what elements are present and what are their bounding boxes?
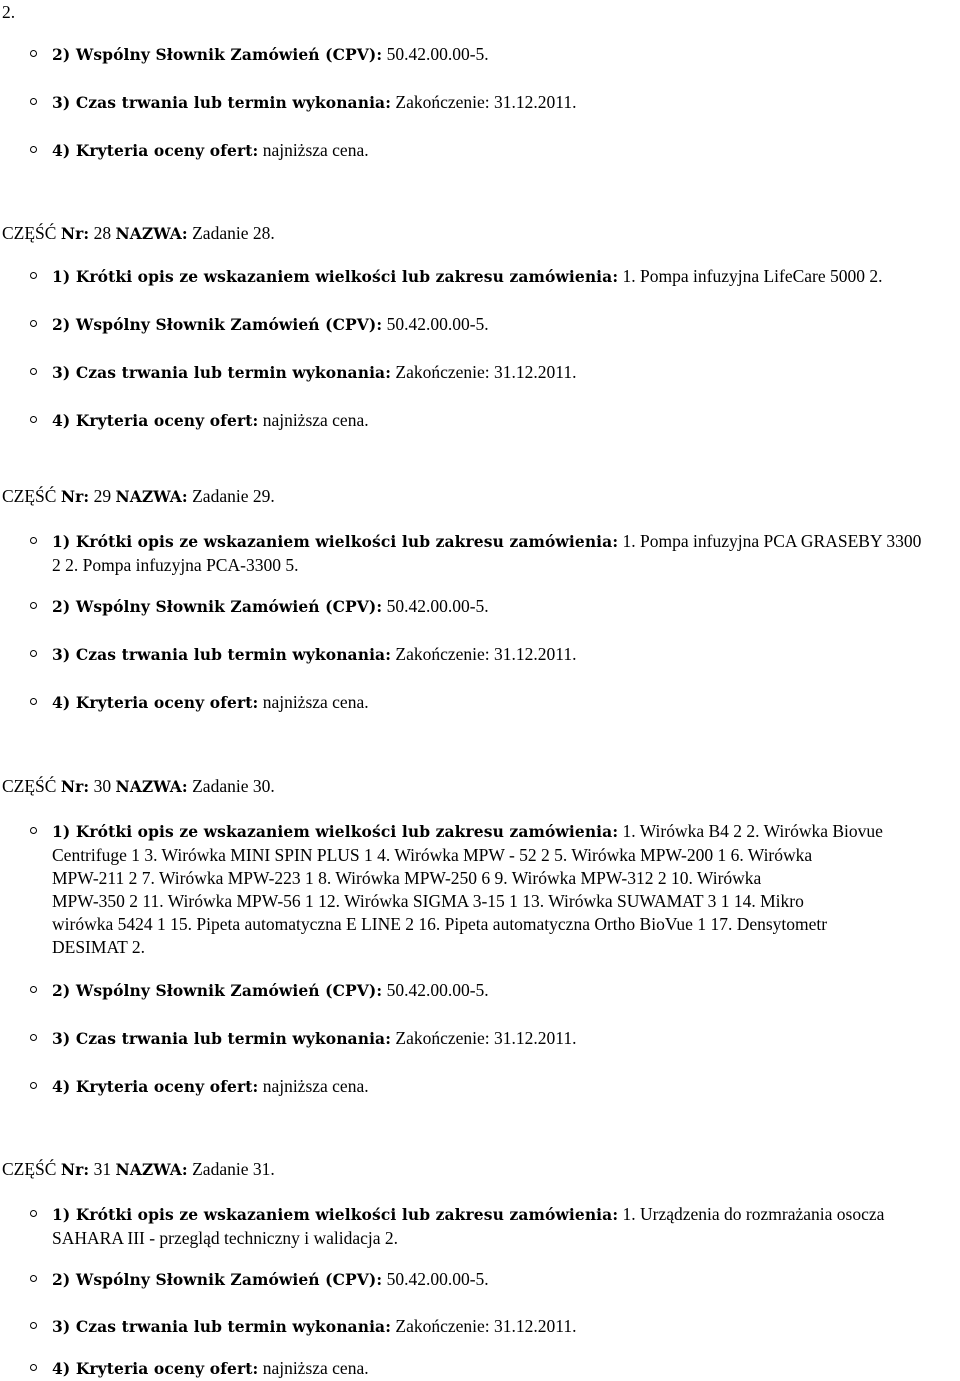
desc-continuation [52,1226,398,1250]
part-number: 30 [93,776,112,796]
part-label: CZĘŚĆ [2,1159,61,1179]
desc-label: 1) Krótki opis ze wskazaniem wielkości lub zakresu zamówienia: [52,267,619,286]
criteria-label: 4) Kryteria oceny ofert: [52,141,259,160]
time-label: 3) Czas trwania lub termin wykonania: [52,93,392,112]
cpv-label: 2) Wspólny Słownik Zamówień (CPV): [52,315,383,334]
bullet-icon [30,50,37,57]
name-label: NAZWA: [115,487,188,506]
desc-continuation [52,553,298,577]
part-number: 29 [93,486,112,506]
cpv-label: 2) Wspólny Słownik Zamówień (CPV): [52,597,383,616]
part-label: CZĘŚĆ [2,223,61,243]
cpv-value: 50.42.00.00-5. [386,314,489,334]
bullet-icon [30,368,37,375]
criteria-label: 4) Kryteria oceny ofert: [52,1077,259,1096]
desc-text: 1. Urządzenia do rozmrażania osocza [622,1204,885,1224]
cpv-label: 2) Wspólny Słownik Zamówień (CPV): [52,45,383,64]
criteria-item [52,408,369,433]
cpv-label: 2) Wspólny Słownik Zamówień (CPV): [52,1270,383,1289]
time-label: 3) Czas trwania lub termin wykonania: [52,645,392,664]
bullet-icon [30,537,37,544]
bullet-icon [30,320,37,327]
part-nr-label: Nr: [60,224,90,243]
desc-item [52,1202,884,1227]
bullet-icon [30,602,37,609]
part-name: Zadanie 31. [192,1159,275,1179]
time-item [52,642,577,667]
time-item [52,360,577,385]
time-label: 3) Czas trwania lub termin wykonania: [52,363,392,382]
desc-text: DESIMAT 2. [52,937,146,957]
bullet-icon [30,146,37,153]
top-fragment [2,0,15,24]
name-label: NAZWA: [115,224,188,243]
time-value: Zakończenie: 31.12.2011. [395,92,577,112]
prev-criteria-item [52,138,369,163]
cpv-value: 50.42.00.00-5. [386,1269,489,1289]
desc-text: 2 2. Pompa infuzyjna PCA-3300 5. [52,555,299,575]
criteria-value: najniższa cena. [262,1076,369,1096]
criteria-item [52,690,369,715]
part-name: Zadanie 30. [192,776,275,796]
cpv-item [52,978,489,1003]
cpv-label: 2) Wspólny Słownik Zamówień (CPV): [52,981,383,1000]
desc-item [52,264,883,289]
criteria-item [52,1074,369,1099]
desc-text: 1. Wirówka B4 2 2. Wirówka Biovue [622,821,883,841]
part-name: Zadanie 28. [192,223,275,243]
part-nr-label: Nr: [60,487,90,506]
criteria-label: 4) Kryteria oceny ofert: [52,1359,259,1378]
top-fragment-text: 2. [2,2,16,22]
bullet-icon [30,827,37,834]
bullet-icon [30,1082,37,1089]
criteria-label: 4) Kryteria oceny ofert: [52,411,259,430]
part-number: 28 [93,223,112,243]
bullet-icon [30,98,37,105]
desc-continuation [52,866,761,890]
bullet-icon [30,1364,37,1371]
criteria-item [52,1356,369,1381]
desc-label: 1) Krótki opis ze wskazaniem wielkości lub zakresu zamówienia: [52,1205,619,1224]
desc-continuation [52,912,827,936]
bullet-icon [30,698,37,705]
time-item [52,1314,577,1339]
cpv-value: 50.42.00.00-5. [386,596,489,616]
desc-continuation [52,889,804,913]
criteria-value: najniższa cena. [262,140,369,160]
part-label: CZĘŚĆ [2,486,61,506]
prev-time-item [52,90,577,115]
part-heading [2,484,275,509]
prev-cpv-item [52,42,489,67]
bullet-icon [30,272,37,279]
time-value: Zakończenie: 31.12.2011. [395,644,577,664]
desc-item [52,819,883,844]
cpv-item [52,594,489,619]
desc-text: MPW-211 2 7. Wirówka MPW-223 1 8. Wirówka MPW-250 6 9. Wirówka MPW-312 2 10. Wirówka [52,868,762,888]
criteria-label: 4) Kryteria oceny ofert: [52,693,259,712]
criteria-value: najniższa cena. [262,1358,369,1378]
cpv-value: 50.42.00.00-5. [386,44,489,64]
bullet-icon [30,1322,37,1329]
name-label: NAZWA: [115,1160,188,1179]
time-value: Zakończenie: 31.12.2011. [395,362,577,382]
time-value: Zakończenie: 31.12.2011. [395,1028,577,1048]
part-nr-label: Nr: [60,1160,90,1179]
bullet-icon [30,416,37,423]
part-heading [2,774,275,799]
criteria-value: najniższa cena. [262,410,369,430]
bullet-icon [30,1275,37,1282]
cpv-value: 50.42.00.00-5. [386,980,489,1000]
name-label: NAZWA: [115,777,188,796]
bullet-icon [30,1210,37,1217]
desc-label: 1) Krótki opis ze wskazaniem wielkości lub zakresu zamówienia: [52,822,619,841]
desc-item [52,529,921,554]
desc-text: MPW-350 2 11. Wirówka MPW-56 1 12. Wirówka SIGMA 3-15 1 13. Wirówka SUWAMAT 3 1 14. Mikro [52,891,804,911]
bullet-icon [30,1034,37,1041]
bullet-icon [30,986,37,993]
cpv-item [52,1267,489,1292]
part-heading [2,221,275,246]
desc-text: 1. Pompa infuzyjna PCA GRASEBY 3300 [622,531,922,551]
desc-continuation [52,935,145,959]
part-nr-label: Nr: [60,777,90,796]
desc-label: 1) Krótki opis ze wskazaniem wielkości lub zakresu zamówienia: [52,532,619,551]
part-heading [2,1157,275,1182]
time-item [52,1026,577,1051]
criteria-value: najniższa cena. [262,692,369,712]
cpv-item [52,312,489,337]
bullet-icon [30,650,37,657]
part-name: Zadanie 29. [192,486,275,506]
desc-text: Centrifuge 1 3. Wirówka MINI SPIN PLUS 1 4. Wirówka MPW - 52 2 5. Wirówka MPW-200 1 6. Wirówka [52,845,813,865]
desc-text: SAHARA III - przegląd techniczny i walidacja 2. [52,1228,398,1248]
desc-continuation [52,843,812,867]
time-value: Zakończenie: 31.12.2011. [395,1316,577,1336]
time-label: 3) Czas trwania lub termin wykonania: [52,1317,392,1336]
part-number: 31 [93,1159,112,1179]
time-label: 3) Czas trwania lub termin wykonania: [52,1029,392,1048]
desc-text: 1. Pompa infuzyjna LifeCare 5000 2. [622,266,883,286]
desc-text: wirówka 5424 1 15. Pipeta automatyczna E LINE 2 16. Pipeta automatyczna Ortho BioVue 1 17. Densytometr [52,914,828,934]
part-label: CZĘŚĆ [2,776,61,796]
